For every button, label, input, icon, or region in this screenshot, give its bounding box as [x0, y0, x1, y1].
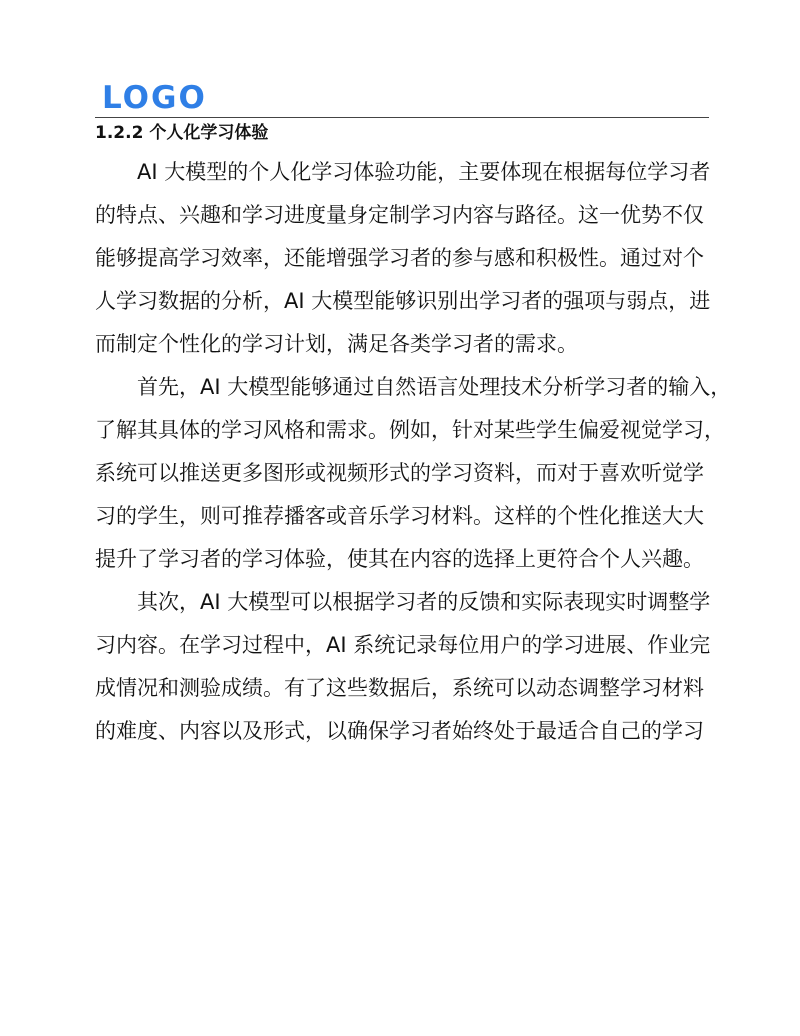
body-text — [95, 152, 732, 754]
paragraph-2-line-3: 系统可以推送更多图形或视频形式的学习资料，而对于喜欢听觉学 — [95, 461, 704, 485]
paragraph-1-line-2: 的特点、兴趣和学习进度量身定制学习内容与路径。这一优势不仅 — [95, 203, 704, 227]
paragraph-2 — [95, 367, 732, 580]
paragraph-3 — [95, 582, 711, 752]
paragraph-2-line-1: 首先，AI 大模型能够通过自然语言处理技术分析学习者的输入， — [137, 375, 732, 399]
paragraph-3-line-4: 的难度、内容以及形式，以确保学习者始终处于最适合自己的学习 — [95, 719, 704, 743]
paragraph-1 — [95, 152, 711, 365]
paragraph-1-line-5: 而制定个性化的学习计划，满足各类学习者的需求。 — [95, 332, 578, 356]
paragraph-3-line-2: 习内容。在学习过程中，AI 系统记录每位用户的学习进展、作业完 — [95, 633, 711, 657]
paragraph-2-line-4: 习的学生，则可推荐播客或音乐学习材料。这样的个性化推送大大 — [95, 504, 704, 528]
paragraph-1-line-3: 能够提高学习效率，还能增强学习者的参与感和积极性。通过对个 — [95, 246, 704, 270]
paragraph-2-line-2: 了解其具体的学习风格和需求。例如，针对某些学生偏爱视觉学习， — [95, 418, 725, 442]
paragraph-3-line-3: 成情况和测验成绩。有了这些数据后，系统可以动态调整学习材料 — [95, 676, 704, 700]
paragraph-3-line-1: 其次，AI 大模型可以根据学习者的反馈和实际表现实时调整学 — [137, 590, 711, 614]
paragraph-1-line-4: 人学习数据的分析，AI 大模型能够识别出学习者的强项与弱点，进 — [95, 289, 711, 313]
header-divider — [95, 117, 709, 118]
section-heading: 1.2.2 个人化学习体验 — [95, 123, 269, 143]
paragraph-2-line-5: 提升了学习者的学习体验，使其在内容的选择上更符合个人兴趣。 — [95, 547, 704, 571]
paragraph-1-line-1: AI 大模型的个人化学习体验功能，主要体现在根据每位学习者 — [137, 160, 711, 184]
logo: LOGO — [102, 80, 207, 116]
page-header — [0, 0, 800, 120]
